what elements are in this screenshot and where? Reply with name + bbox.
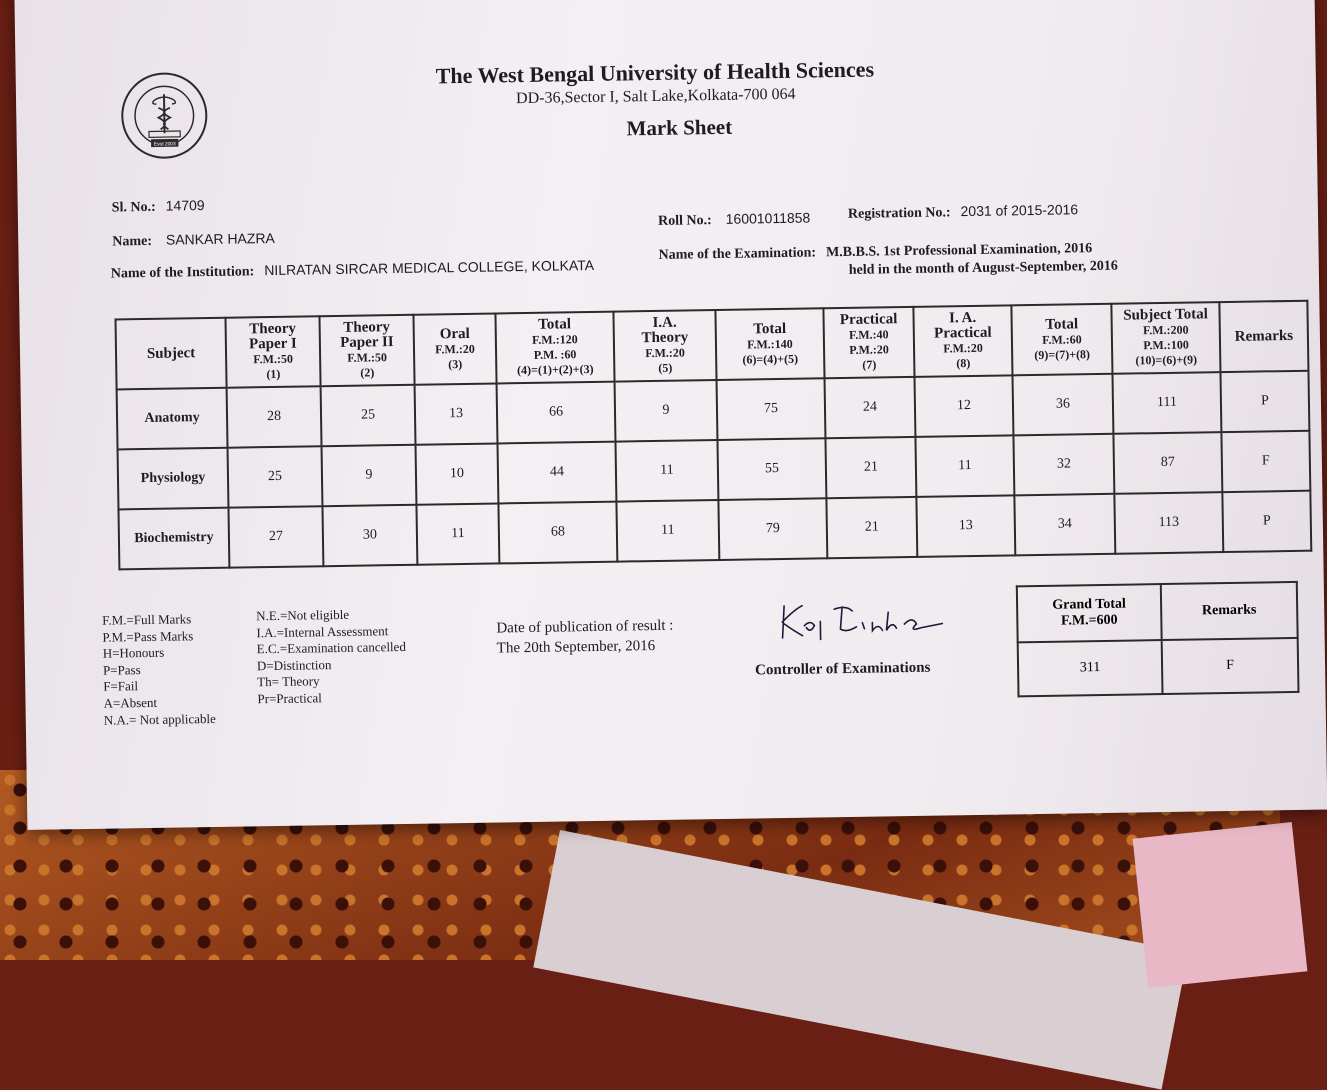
header-practical-total: Total F.M.:60 (9)=(7)+(8) <box>1011 304 1112 376</box>
pink-strip <box>1133 822 1308 988</box>
publication-date-block <box>496 616 674 659</box>
oral-mark: 11 <box>416 503 499 564</box>
university-name: The West Bengal University of Health Sciences <box>435 56 875 89</box>
subject-name: Biochemistry <box>118 508 229 570</box>
legend-item: E.C.=Examination cancelled <box>256 639 406 657</box>
ia-practical-mark: 12 <box>915 375 1014 437</box>
legend-abbreviations-middle <box>256 606 407 708</box>
subject-remarks: P <box>1222 491 1311 552</box>
institution-value: NILRATAN SIRCAR MEDICAL COLLEGE, KOLKATA <box>264 256 595 279</box>
legend-abbreviations-left <box>102 611 216 729</box>
legend-item: P=Pass <box>102 661 141 678</box>
marks-table <box>114 300 1312 571</box>
header-total-140: Total F.M.:140 (6)=(4)+(5) <box>715 308 824 380</box>
practical-total-mark: 36 <box>1012 374 1113 436</box>
practical-total-mark: 32 <box>1013 434 1114 496</box>
ia-theory-mark: 9 <box>615 380 718 442</box>
publication-date: The 20th September, 2016 <box>496 638 656 657</box>
theory-total-mark: 44 <box>497 442 616 504</box>
theory-total-mark: 66 <box>497 382 616 444</box>
theory-paper-2-mark: 25 <box>321 385 416 446</box>
subject-remarks: P <box>1220 371 1309 432</box>
grand-total-remarks-header: Remarks <box>1161 582 1298 640</box>
university-address: DD-36,Sector I, Salt Lake,Kolkata-700 064 <box>515 85 796 108</box>
grand-total-table <box>1016 581 1300 697</box>
header-theory-paper-2: Theory Paper II F.M.:50 (2) <box>319 315 414 386</box>
grand-total-row <box>1018 638 1299 696</box>
header-ia-theory: I.A. Theory F.M.:20 (5) <box>613 310 716 382</box>
theory-total-mark: 68 <box>498 502 617 564</box>
serial-number-value: 14709 <box>165 197 205 214</box>
header-subject: Subject <box>116 318 227 390</box>
header-theory-paper-1: Theory Paper I F.M.:50 (1) <box>225 316 320 387</box>
grand-total-value: 311 <box>1018 640 1163 696</box>
ia-practical-mark: 11 <box>915 435 1014 497</box>
header-ia-practical: I. A. Practical F.M.:20 (8) <box>913 305 1012 377</box>
university-seal-logo <box>121 72 208 159</box>
controller-title: Controller of Examinations <box>754 659 931 679</box>
header-subject-total: Subject Total F.M.:200 P.M.:100 (10)=(6)+(9) <box>1111 302 1220 374</box>
header-oral: Oral F.M.:20 (3) <box>413 313 496 384</box>
institution-label: Name of the Institution: <box>110 264 255 282</box>
examination-value-line1: M.B.B.S. 1st Professional Examination, 2016 <box>825 241 1093 261</box>
total-140-mark: 55 <box>717 438 826 500</box>
roll-number <box>658 210 811 230</box>
document-title: Mark Sheet <box>626 114 733 141</box>
serial-number <box>112 197 205 216</box>
student-name-label: Name: <box>112 233 153 250</box>
student-name-value: SANKAR HAZRA <box>165 229 275 248</box>
legend-item: Pr=Practical <box>257 690 322 707</box>
subject-total-mark: 87 <box>1113 432 1222 494</box>
roll-number-value: 16001011858 <box>725 209 811 227</box>
student-name <box>112 230 275 251</box>
institution <box>111 257 595 283</box>
theory-paper-1-mark: 25 <box>228 446 323 507</box>
registration-number <box>848 201 1078 223</box>
registration-number-value: 2031 of 2015-2016 <box>960 201 1079 220</box>
theory-paper-1-mark: 27 <box>228 506 323 567</box>
grand-total-header-row <box>1017 582 1298 642</box>
ia-practical-mark: 13 <box>916 495 1015 557</box>
subject-total-mark: 113 <box>1114 492 1223 554</box>
caduceus-icon <box>125 76 204 155</box>
ia-theory-mark: 11 <box>615 440 718 502</box>
svg-text:Estd 2003: Estd 2003 <box>153 142 176 148</box>
grand-total-remarks: F <box>1162 638 1299 694</box>
legend-item: D=Distinction <box>256 656 332 674</box>
legend-item: N.A.= Not applicable <box>103 710 216 728</box>
mark-sheet-paper <box>14 0 1327 830</box>
oral-mark: 10 <box>416 443 499 504</box>
total-140-mark: 79 <box>718 498 827 560</box>
legend-item: I.A.=Internal Assessment <box>256 622 389 640</box>
total-140-mark: 75 <box>717 378 826 440</box>
roll-number-label: Roll No.: <box>657 213 712 229</box>
subject-name: Physiology <box>118 448 229 510</box>
serial-number-label: Sl. No.: <box>111 199 156 216</box>
legend-item: F.M.=Full Marks <box>102 611 192 628</box>
practical-mark: 21 <box>825 437 916 498</box>
theory-paper-2-mark: 30 <box>322 505 417 566</box>
practical-mark: 24 <box>825 377 916 438</box>
practical-total-mark: 34 <box>1014 494 1115 556</box>
legend-item: Th= Theory <box>257 673 320 690</box>
legend-item: H=Honours <box>102 644 165 661</box>
header-theory-total: Total F.M.:120 P.M. :60 (4)=(1)+(2)+(3) <box>495 312 614 384</box>
subject-name: Anatomy <box>117 388 228 450</box>
legend-item: F=Fail <box>103 678 139 695</box>
theory-paper-1-mark: 28 <box>227 386 322 447</box>
examination-label: Name of the Examination: <box>658 245 817 263</box>
oral-mark: 13 <box>415 383 498 444</box>
publication-label: Date of publication of result : <box>496 617 674 637</box>
header-practical: Practical F.M.:40 P.M.:20 (7) <box>823 307 914 378</box>
registration-number-label: Registration No.: <box>847 205 951 222</box>
theory-paper-2-mark: 9 <box>322 445 417 506</box>
legend-item: N.E.=Not eligible <box>256 606 350 624</box>
examination-value-line2: held in the month of August-September, 2016 <box>848 258 1118 278</box>
ia-theory-mark: 11 <box>616 500 719 562</box>
examination <box>658 239 1118 282</box>
legend-item: A=Absent <box>103 694 158 711</box>
header-remarks: Remarks <box>1219 301 1308 372</box>
controller-signature <box>776 597 947 645</box>
practical-mark: 21 <box>826 497 917 558</box>
subject-total-mark: 111 <box>1112 372 1221 434</box>
subject-remarks: F <box>1221 431 1310 492</box>
grand-total-header: Grand Total F.M.=600 <box>1017 584 1162 642</box>
legend-item: P.M.=Pass Marks <box>102 627 194 645</box>
